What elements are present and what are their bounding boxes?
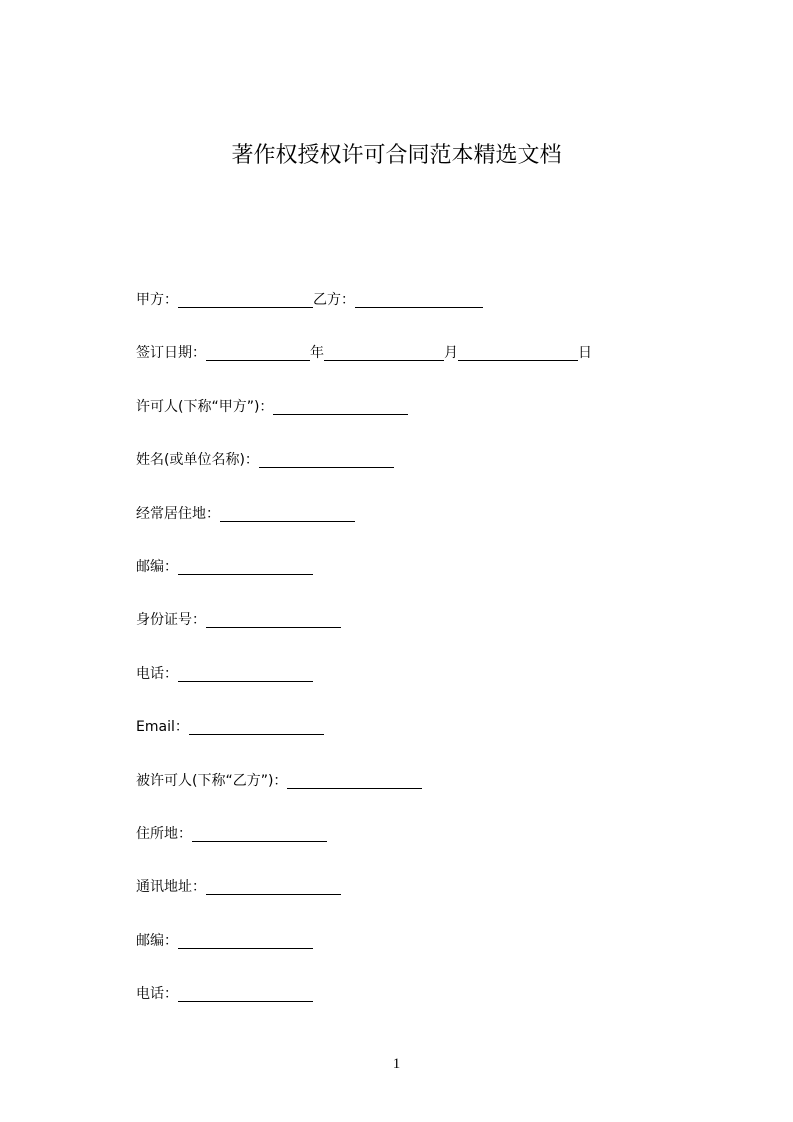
phone-b-label: 电话： xyxy=(136,986,178,1002)
residence-blank[interactable] xyxy=(220,504,355,522)
id-number-line xyxy=(136,609,341,631)
month-label: 月 xyxy=(444,345,458,361)
signing-date-line xyxy=(136,342,592,364)
email-blank[interactable] xyxy=(189,717,324,735)
phone-a-line xyxy=(136,663,313,685)
mailing-address-blank[interactable] xyxy=(206,877,341,895)
name-line xyxy=(136,449,394,471)
name-label: 姓名(或单位名称)： xyxy=(136,452,259,468)
page-title: 著作权授权许可合同范本精选文档 xyxy=(231,143,562,168)
domicile-blank[interactable] xyxy=(192,824,327,842)
mailing-address-label: 通讯地址： xyxy=(136,879,206,895)
email-line xyxy=(136,716,324,738)
domicile-label: 住所地： xyxy=(136,826,192,842)
party-a-blank[interactable] xyxy=(178,290,313,308)
id-number-blank[interactable] xyxy=(206,610,341,628)
licensor-label: 许可人(下称“甲方”)： xyxy=(136,399,274,415)
postcode-a-blank[interactable] xyxy=(178,557,313,575)
postcode-b-label: 邮编： xyxy=(136,933,178,949)
id-number-label: 身份证号： xyxy=(136,612,206,628)
mailing-address-line xyxy=(136,876,341,898)
party-line xyxy=(136,289,483,311)
page-number: 1 xyxy=(392,1056,401,1072)
licensor-line xyxy=(136,396,408,418)
signing-date-label: 签订日期： xyxy=(136,345,206,361)
postcode-b-line xyxy=(136,930,313,952)
postcode-a-line xyxy=(136,556,313,578)
licensor-blank[interactable] xyxy=(273,397,408,415)
licensee-label: 被许可人(下称“乙方”)： xyxy=(136,773,288,789)
party-b-blank[interactable] xyxy=(355,290,483,308)
postcode-a-label: 邮编： xyxy=(136,559,178,575)
phone-a-blank[interactable] xyxy=(178,664,313,682)
licensee-blank[interactable] xyxy=(287,771,422,789)
domicile-line xyxy=(136,823,327,845)
phone-b-line xyxy=(136,983,313,1005)
phone-b-blank[interactable] xyxy=(178,984,313,1002)
licensee-line xyxy=(136,770,422,792)
signing-month-blank[interactable] xyxy=(324,343,444,361)
postcode-b-blank[interactable] xyxy=(178,931,313,949)
phone-a-label: 电话： xyxy=(136,666,178,682)
party-b-label: 乙方： xyxy=(313,292,355,308)
signing-day-blank[interactable] xyxy=(458,343,578,361)
email-label: Email： xyxy=(136,719,189,735)
signing-year-blank[interactable] xyxy=(206,343,310,361)
name-blank[interactable] xyxy=(259,450,394,468)
year-label: 年 xyxy=(310,345,324,361)
party-a-label: 甲方： xyxy=(136,292,178,308)
residence-line xyxy=(136,503,355,525)
residence-label: 经常居住地： xyxy=(136,506,220,522)
day-label: 日 xyxy=(578,345,592,361)
